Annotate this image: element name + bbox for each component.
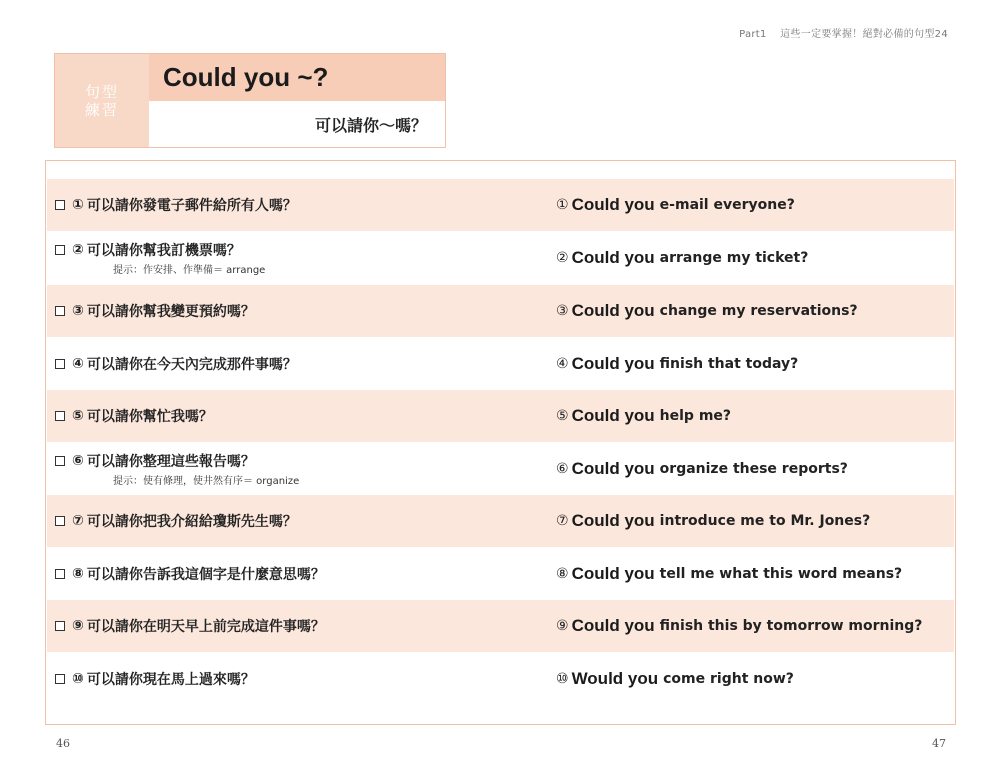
english-answer (556, 495, 870, 547)
chinese-prompt (55, 390, 535, 442)
answer-pattern: Could you (571, 459, 655, 478)
item-number: ⑩ (72, 671, 84, 687)
practice-table (45, 160, 956, 725)
item-number: ③ (72, 303, 84, 319)
page-number-right: 47 (932, 737, 946, 750)
chinese-prompt (55, 285, 535, 337)
checkbox[interactable] (55, 200, 65, 210)
answer-pattern: Could you (571, 248, 655, 267)
english-answer (556, 443, 848, 495)
answer-rest: introduce me to Mr. Jones? (659, 513, 871, 529)
hint-text: 提示：使有條理，使井然有序＝ organize (113, 476, 300, 487)
answer-rest: organize these reports? (659, 461, 848, 477)
chinese-prompt (55, 232, 535, 284)
chinese-prompt (55, 548, 535, 600)
chinese-sentence: 可以請你把我介紹給瓊斯先生嗎？ (86, 514, 297, 530)
answer-number: ① (556, 197, 569, 213)
practice-row (47, 390, 954, 442)
checkbox[interactable] (55, 674, 65, 684)
checkbox[interactable] (55, 306, 65, 316)
section-title: 這些一定要掌握！絕對必備的句型24 (780, 29, 948, 40)
english-answer (556, 653, 794, 705)
checkbox[interactable] (55, 411, 65, 421)
chinese-sentence: 可以請你幫忙我嗎？ (86, 409, 213, 425)
practice-tag (55, 54, 149, 147)
answer-number: ④ (556, 356, 569, 372)
answer-rest: finish that today? (659, 356, 799, 372)
english-answer (556, 548, 902, 600)
answer-number: ⑥ (556, 461, 569, 477)
tag-line-2: 練習 (84, 100, 119, 119)
chinese-sentence: 可以請你在明天早上前完成這件事嗎？ (86, 619, 325, 635)
checkbox[interactable] (55, 569, 65, 579)
page-number-left: 46 (56, 737, 70, 750)
chinese-sentence: 可以請你告訴我這個字是什麼意思嗎？ (86, 567, 325, 583)
checkbox[interactable] (55, 456, 65, 466)
item-number: ⑥ (72, 453, 84, 469)
english-answer (556, 600, 922, 652)
tag-line-1: 句型 (84, 82, 119, 101)
answer-number: ⑧ (556, 566, 569, 582)
checkbox[interactable] (55, 516, 65, 526)
answer-rest: come right now? (663, 671, 794, 687)
answer-rest: arrange my ticket? (659, 250, 809, 266)
item-number: ⑦ (72, 513, 84, 529)
answer-rest: e-mail everyone? (659, 197, 795, 213)
practice-row (47, 179, 954, 231)
answer-rest: finish this by tomorrow morning? (659, 618, 923, 634)
chinese-prompt (55, 443, 535, 495)
english-answer (556, 338, 798, 390)
item-number: ⑨ (72, 618, 84, 634)
answer-pattern: Could you (571, 564, 655, 583)
chinese-sentence: 可以請你幫我變更預約嗎？ (86, 304, 255, 320)
chinese-sentence: 可以請你在今天內完成那件事嗎？ (86, 357, 297, 373)
chinese-prompt (55, 653, 535, 705)
practice-row (47, 232, 954, 284)
title-block (54, 53, 446, 148)
answer-number: ⑤ (556, 408, 569, 424)
practice-row (47, 443, 954, 495)
answer-rest: tell me what this word means? (659, 566, 903, 582)
chinese-sentence: 可以請你幫我訂機票嗎？ (86, 243, 241, 259)
item-number: ⑤ (72, 408, 84, 424)
item-number: ② (72, 242, 84, 258)
answer-pattern: Could you (571, 354, 655, 373)
answer-number: ⑦ (556, 513, 569, 529)
checkbox[interactable] (55, 245, 65, 255)
chinese-sentence: 可以請你整理這些報告嗎？ (86, 454, 255, 470)
english-answer (556, 390, 731, 442)
practice-row (47, 548, 954, 600)
answer-pattern: Would you (571, 669, 659, 688)
chinese-prompt (55, 600, 535, 652)
practice-row (47, 600, 954, 652)
english-answer (556, 285, 858, 337)
answer-rest: change my reservations? (659, 303, 858, 319)
practice-row (47, 495, 954, 547)
item-number: ④ (72, 356, 84, 372)
chinese-prompt (55, 179, 535, 231)
hint-text: 提示：作安排、作準備＝ arrange (113, 265, 266, 276)
answer-pattern: Could you (571, 511, 655, 530)
chinese-prompt (55, 338, 535, 390)
answer-number: ③ (556, 303, 569, 319)
practice-row (47, 653, 954, 705)
practice-row (47, 338, 954, 390)
checkbox[interactable] (55, 359, 65, 369)
pattern-meaning: 可以請你～嗎？ (314, 115, 427, 135)
chinese-prompt (55, 495, 535, 547)
answer-pattern: Could you (571, 195, 655, 214)
english-answer (556, 179, 795, 231)
running-header (739, 25, 948, 40)
answer-pattern: Could you (571, 616, 655, 635)
pattern-title: Could you ~? (149, 54, 445, 101)
answer-pattern: Could you (571, 406, 655, 425)
item-number: ① (72, 197, 84, 213)
chinese-sentence: 可以請你發電子郵件給所有人嗎？ (86, 198, 297, 214)
english-answer (556, 232, 808, 284)
checkbox[interactable] (55, 621, 65, 631)
answer-number: ⑩ (556, 671, 569, 687)
answer-number: ② (556, 250, 569, 266)
answer-pattern: Could you (571, 301, 655, 320)
item-number: ⑧ (72, 566, 84, 582)
chinese-sentence: 可以請你現在馬上過來嗎？ (86, 672, 255, 688)
answer-rest: help me? (659, 408, 732, 424)
part-label: Part1 (739, 29, 767, 40)
answer-number: ⑨ (556, 618, 569, 634)
practice-row (47, 285, 954, 337)
